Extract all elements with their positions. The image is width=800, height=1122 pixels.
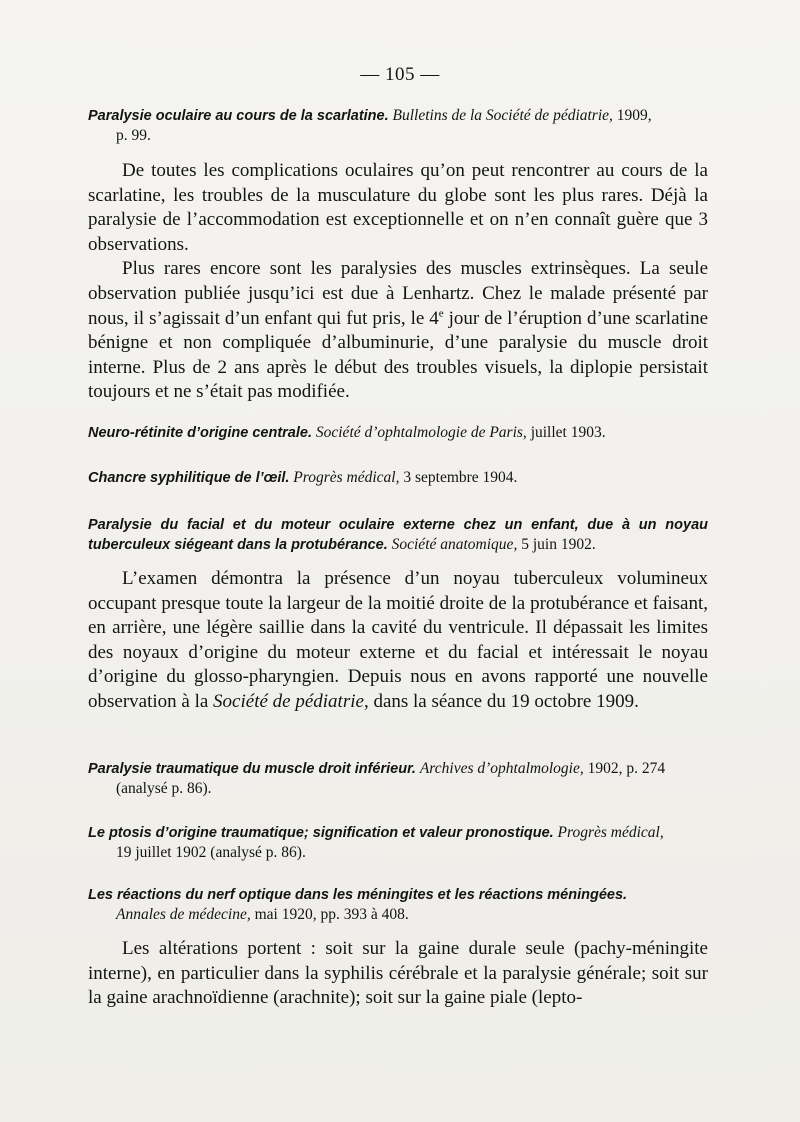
reference-chancre (88, 468, 708, 488)
reference-date: 3 septembre 1904. (403, 469, 518, 486)
paragraph-examen (88, 567, 708, 715)
paragraph-text: L’examen démontra la présence d’un noyau tuberculeux volumineux occupant presque toute la largeur de la moitié droite de la protubérance et faisant, en arrière, une légère saillie dans la cavité du ventricule. Il dépassait les limites des noyaux d’origine du moteur externe et du facial et intéressait le noyau d’origine du glosso-pharyngien. Depuis nous en avons rapporté une nouvelle observation à la Société de pédiatrie, dans la séance du 19 octobre 1909. (88, 568, 708, 712)
reference-scarlatine (88, 106, 708, 145)
reference-nerf-optique (88, 885, 708, 924)
reference-title: Neuro-rétinite d’origine centrale. (88, 425, 312, 441)
paragraph-text: De toutes les complications oculaires qu’on peut rencontrer au cours de la scarlatine, les troubles de la musculature du globe sont les plus rares. Déjà la paralysie de l’accommodation est exceptionnelle et on n’en connaît guère que 3 observations. (88, 160, 708, 255)
reference-title: Paralysie oculaire au cours de la scarlatine. (88, 108, 389, 124)
reference-source: Progrès médical, (557, 824, 664, 841)
reference-neuro-retinite (88, 423, 708, 443)
reference-title: Chancre syphilitique de l’œil. (88, 470, 290, 486)
paragraph-scarlatine (88, 159, 708, 405)
page-number: — 105 — (360, 64, 440, 85)
paragraph-alterations (88, 937, 708, 1011)
reference-source: Société anatomique, (391, 536, 518, 553)
reference-source: Société d’ophtalmologie de Paris, (315, 424, 527, 441)
reference-date: 19 juillet 1902 (analysé p. 86). (116, 844, 306, 861)
reference-date: juillet 1903. (530, 424, 606, 441)
reference-source: Archives d’ophtalmologie, (419, 760, 584, 777)
reference-title: Paralysie traumatique du muscle droit inférieur. (88, 761, 416, 777)
reference-date: 1902, p. 274 (587, 760, 666, 777)
reference-title: Paralysie du facial et du moteur oculaire externe chez un enfant, due à un noyau tuberculeux siégeant dans la protubérance. (88, 517, 708, 553)
reference-pages: p. 99. (116, 127, 151, 144)
reference-droit-inferieur (88, 759, 708, 798)
reference-title: Les réactions du nerf optique dans les méningites et les réactions méningées. (88, 887, 628, 903)
paragraph-text: Les altérations portent : soit sur la gaine durale seule (pachy-méningite interne), en particulier dans la syphilis cérébrale et la paralysie générale; soit sur la gaine arachnoïdienne (arachnite); soit sur la gaine piale (lepto- (88, 938, 708, 1009)
reference-ptosis (88, 823, 708, 862)
reference-analysis: (analysé p. 86). (116, 780, 212, 797)
reference-source-line: Annales de médecine, mai 1920, pp. 393 à 408. (116, 906, 409, 923)
reference-year: 1909, (616, 107, 652, 124)
reference-source: Progrès médical, (293, 469, 400, 486)
reference-title: Le ptosis d’origine traumatique; signification et valeur pronostique. (88, 825, 554, 841)
reference-paralysie-facial (88, 515, 708, 555)
reference-date: 5 juin 1902. (521, 536, 596, 553)
paragraph-text: Plus rares encore sont les paralysies des muscles extrinsèques. La seule observation publiée jusqu’ici est due à Lenhartz. Chez le malade présenté par nous, il s’agissait d’un enfant qui fut pris, le 4e jour de l’éruption d’une scarlatine bénigne et non compliquée d’albuminurie, d’une paralysie du muscle droit interne. Plus de 2 ans après le début des troubles visuels, la diplopie persistait toujours et ne s’était pas modifiée. (88, 258, 709, 403)
reference-source: Bulletins de la Société de pédiatrie, (392, 107, 613, 124)
